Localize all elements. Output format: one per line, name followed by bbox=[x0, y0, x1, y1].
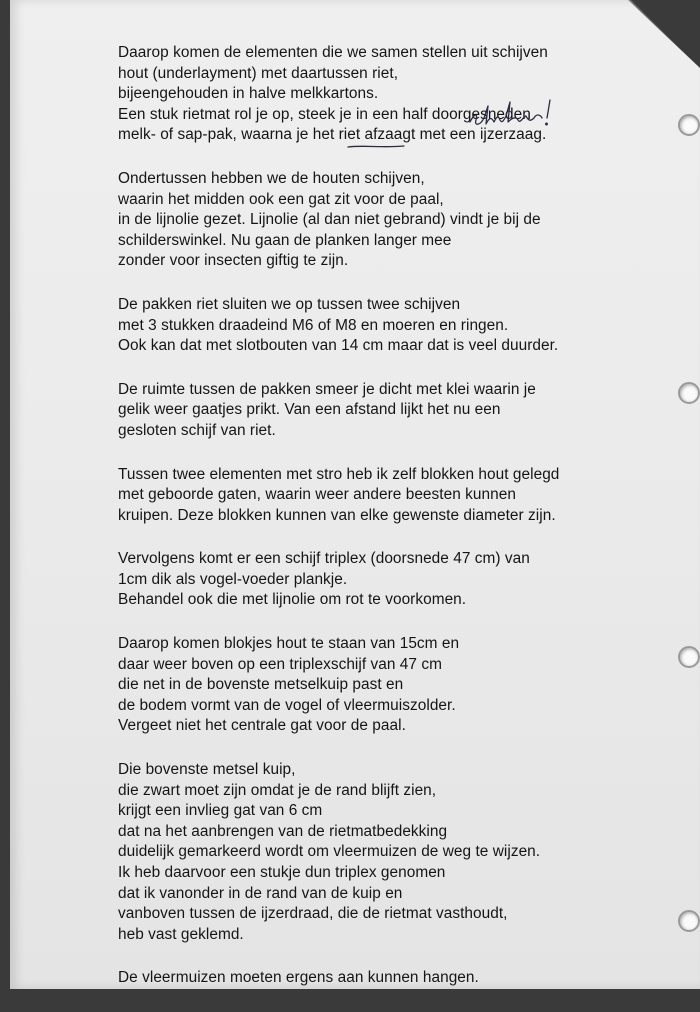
text-line: zonder voor insecten giftig te zijn. bbox=[118, 252, 349, 270]
text-line: Daarop komen de elementen die we samen stellen uit schijven bbox=[118, 44, 548, 61]
paragraph-5 bbox=[118, 465, 678, 527]
text-line: die net in de bovenste metselkuip past en bbox=[118, 676, 404, 694]
text-line: Die bovenste metsel kuip, bbox=[118, 761, 296, 779]
text-line: met 3 stukken draadeind M6 of M8 en moeren en ringen. bbox=[118, 316, 509, 334]
text-line: daar weer boven op een triplexschijf van 47 cm bbox=[118, 655, 442, 673]
punch-hole bbox=[678, 382, 700, 404]
text-line: vanboven tussen de ijzerdraad, die de rietmat vasthoudt, bbox=[118, 905, 508, 923]
text-line: Ik heb daarvoor een stukje dun triplex genomen bbox=[118, 864, 446, 881]
text-line: Ondertussen hebben we de houten schijven, bbox=[118, 169, 425, 187]
document-body bbox=[118, 43, 678, 1012]
text-line: gesloten schijf van riet. bbox=[118, 421, 276, 439]
text-line: De pakken riet sluiten we op tussen twee schijven bbox=[118, 295, 461, 313]
text-line: die zwart moet zijn omdat je de rand blijft zien, bbox=[118, 781, 437, 799]
text-line: krijgt een invlieg gat van 6 cm bbox=[118, 802, 323, 820]
text-line: duidelijk gemarkeerd wordt om vleermuizen de weg te wijzen. bbox=[118, 843, 541, 861]
text-line: waarin het midden ook een gat zit voor de paal, bbox=[118, 190, 444, 208]
paragraph-6 bbox=[118, 549, 678, 611]
text-line: gelik weer gaatjes prikt. Van een afstand lijkt het nu een bbox=[118, 401, 501, 419]
text-line: in de lijnolie gezet. Lijnolie (al dan niet gebrand) vindt je bij de bbox=[118, 211, 541, 229]
paragraph-8 bbox=[118, 760, 678, 945]
text-line: schilderswinkel. Nu gaan de planken langer mee bbox=[118, 231, 452, 249]
paragraph-9 bbox=[118, 968, 678, 989]
pen-underline bbox=[346, 143, 406, 151]
text-line: Vervolgens komt er een schijf triplex (doorsnede 47 cm) van bbox=[118, 550, 530, 568]
text-line: Behandel ook die met lijnolie om rot te voorkomen. bbox=[118, 591, 467, 609]
text-line: Daarop komen blokjes hout te staan van 15cm en bbox=[118, 635, 460, 653]
text-line: kruipen. Deze blokken kunnen van elke gewenste diameter zijn. bbox=[118, 506, 556, 524]
text-line: heb vast geklemd. bbox=[118, 925, 244, 943]
punch-hole bbox=[678, 646, 700, 668]
punch-hole bbox=[678, 114, 700, 136]
paragraph-4 bbox=[118, 380, 678, 442]
text-line: dat ik vanonder in de rand van de kuip en bbox=[118, 884, 403, 902]
text-line: 1cm dik als vogel-voeder plankje. bbox=[118, 570, 348, 588]
text-line: Tussen twee elementen met stro heb ik zelf blokken hout gelegd bbox=[118, 465, 560, 483]
text-line: Ook kan dat met slotbouten van 14 cm maar dat is veel duurder. bbox=[118, 337, 559, 355]
text-line: bijeengehouden in halve melkkartons. bbox=[118, 85, 379, 103]
text-line: met geboorde gaten, waarin weer andere beesten kunnen bbox=[118, 486, 516, 504]
paragraph-2 bbox=[118, 169, 678, 272]
text-line: Een stuk rietmat rol je op, steek je in een half doorgesneden bbox=[118, 105, 531, 123]
text-line: hout (underlayment) met daartussen riet, bbox=[118, 64, 399, 82]
text-line: De ruimte tussen de pakken smeer je dicht met klei waarin je bbox=[118, 380, 536, 398]
text-line: Vergeet niet het centrale gat voor de paal. bbox=[118, 717, 406, 735]
text-line: de bodem vormt van de vogel of vleermuiszolder. bbox=[118, 696, 456, 714]
text-line: melk- of sap-pak, waarna je het riet afzaagt met een ijzerzaag. bbox=[118, 126, 547, 144]
text-line: dat na het aanbrengen van de rietmatbedekking bbox=[118, 822, 448, 840]
handwritten-annotation bbox=[464, 96, 556, 132]
paragraph-3 bbox=[118, 295, 678, 357]
paragraph-7 bbox=[118, 634, 678, 737]
paragraph-1 bbox=[118, 43, 678, 146]
punch-hole bbox=[678, 910, 700, 932]
text-line: De vleermuizen moeten ergens aan kunnen hangen. bbox=[118, 969, 479, 987]
